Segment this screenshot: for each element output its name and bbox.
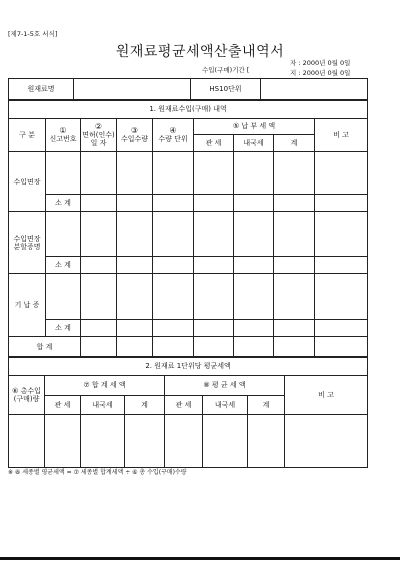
cell[interactable] (194, 151, 234, 194)
subtotal-label: 소 계 (46, 256, 81, 274)
col-remarks: 비 고 (315, 118, 368, 151)
col-customs: 관 세 (165, 396, 203, 415)
cell[interactable] (274, 212, 315, 256)
cell[interactable] (81, 256, 117, 274)
grand-total-label: 합 계 (9, 337, 81, 357)
cell[interactable] (274, 319, 315, 337)
col-issue-date: ② 면허(인수) 일 자 (81, 118, 117, 151)
subtotal-label: 소 계 (46, 194, 81, 212)
cell[interactable] (117, 274, 153, 319)
hs-code-label: HS10단위 (191, 79, 261, 100)
col-import-qty: ③ 수입수량 (117, 118, 153, 151)
cell[interactable] (203, 415, 248, 468)
cell[interactable] (165, 415, 203, 468)
row-split-certificate: 수입면장 분할증명 (9, 212, 46, 274)
cell[interactable] (274, 151, 315, 194)
material-name-field[interactable] (74, 79, 191, 100)
cell[interactable] (81, 319, 117, 337)
cell[interactable] (46, 274, 81, 319)
col-average-tax: ⑧ 평 균 세 액 (165, 376, 285, 396)
cell[interactable] (153, 256, 194, 274)
cell[interactable] (117, 194, 153, 212)
cell[interactable] (234, 212, 274, 256)
cell[interactable] (153, 212, 194, 256)
cell[interactable] (81, 274, 117, 319)
cell[interactable] (194, 194, 234, 212)
col-customs: 관 세 (45, 396, 81, 415)
cell[interactable] (117, 151, 153, 194)
cell[interactable] (234, 256, 274, 274)
col-tax-total: 계 (274, 135, 315, 152)
page-title: 원재료평균세액산출내역서 (115, 44, 285, 60)
cell[interactable] (117, 319, 153, 337)
subtotal-label: 소 계 (46, 319, 81, 337)
col-internal-tax: 내국세 (203, 396, 248, 415)
cell[interactable] (315, 337, 368, 357)
row-paid-certificate: 기 납 증 (9, 274, 46, 337)
cell[interactable] (315, 212, 368, 256)
cell[interactable] (315, 274, 368, 319)
cell[interactable] (234, 151, 274, 194)
cell[interactable] (117, 256, 153, 274)
row-import-license: 수입면장 (9, 151, 46, 212)
material-table (8, 78, 368, 100)
cell[interactable] (274, 274, 315, 319)
cell[interactable] (194, 274, 234, 319)
cell[interactable] (194, 319, 234, 337)
cell[interactable] (315, 151, 368, 194)
cell[interactable] (46, 212, 81, 256)
col-report-no: ① 신고번호 (46, 118, 81, 151)
hs-code-field[interactable] (261, 79, 368, 100)
cell[interactable] (248, 415, 285, 468)
cell[interactable] (285, 415, 368, 468)
col-sum-tax: ⑦ 합 계 세 액 (45, 376, 165, 396)
cell[interactable] (81, 151, 117, 194)
cell[interactable] (274, 337, 315, 357)
cell[interactable] (153, 274, 194, 319)
cell[interactable] (153, 194, 194, 212)
col-remarks: 비 고 (285, 376, 368, 415)
bottom-border-line (0, 557, 400, 560)
col-qty-unit: ④ 수량 단위 (153, 118, 194, 151)
cell[interactable] (153, 151, 194, 194)
col-paid-tax: ⑤ 납 부 세 액 (194, 118, 315, 135)
period-from: 자 : 2000년 0월 0일 (290, 59, 351, 67)
form-number: [제7-1-5호 서식] (8, 30, 58, 38)
cell[interactable] (81, 212, 117, 256)
cell[interactable] (153, 337, 194, 357)
cell[interactable] (194, 212, 234, 256)
cell[interactable] (9, 415, 45, 468)
footnote: ※ ⑧ 세종별 평균세액 = ⑦ 세종별 합계세액 ÷ ⑥ 총 수입(구매)수량 (8, 469, 187, 476)
cell[interactable] (315, 256, 368, 274)
cell[interactable] (315, 194, 368, 212)
cell[interactable] (194, 256, 234, 274)
cell[interactable] (45, 415, 81, 468)
col-internal-tax: 내국세 (81, 396, 125, 415)
cell[interactable] (234, 337, 274, 357)
cell[interactable] (315, 319, 368, 337)
cell[interactable] (81, 415, 125, 468)
cell[interactable] (194, 337, 234, 357)
col-customs: 관 세 (194, 135, 234, 152)
material-name-label: 원재료명 (9, 79, 74, 100)
cell[interactable] (274, 194, 315, 212)
col-internal-tax: 내국세 (234, 135, 274, 152)
col-tax-total: 계 (125, 396, 165, 415)
cell[interactable] (117, 337, 153, 357)
issuer-label: 수입(구매)기간 [ (202, 66, 250, 74)
cell[interactable] (117, 212, 153, 256)
cell[interactable] (81, 337, 117, 357)
col-total-import: ⑥ 총수입 (구매)량 (9, 376, 45, 415)
average-tax-table (8, 357, 368, 468)
cell[interactable] (234, 274, 274, 319)
period-to: 지 : 2000년 0월 0일 (290, 69, 351, 77)
section2-title: 2. 원재료 1단위당 평균세액 (9, 358, 368, 376)
cell[interactable] (234, 194, 274, 212)
col-category: 구 분 (9, 118, 46, 151)
cell[interactable] (274, 256, 315, 274)
cell[interactable] (81, 194, 117, 212)
cell[interactable] (153, 319, 194, 337)
cell[interactable] (125, 415, 165, 468)
cell[interactable] (46, 151, 81, 194)
import-details-table (8, 100, 368, 357)
section1-title: 1. 원재료수입(구매) 내역 (9, 101, 368, 119)
col-tax-total: 계 (248, 396, 285, 415)
cell[interactable] (234, 319, 274, 337)
